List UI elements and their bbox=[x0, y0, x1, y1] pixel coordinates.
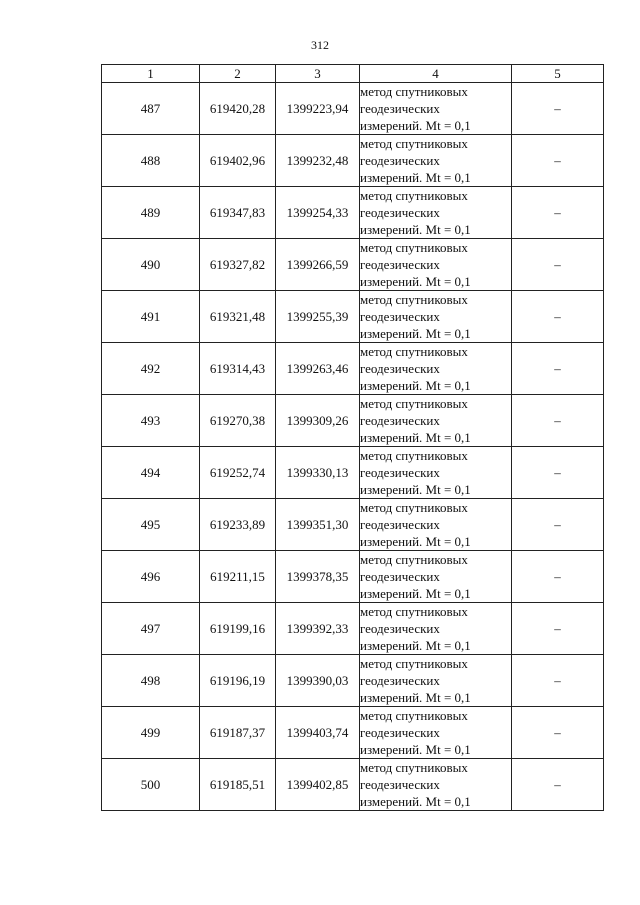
y-coordinate-cell: 1399402,85 bbox=[276, 759, 360, 811]
x-coordinate-cell: 619211,15 bbox=[200, 551, 276, 603]
table-row bbox=[102, 603, 604, 655]
method-line: измерений. Mt = 0,1 bbox=[360, 482, 471, 497]
note-cell: – bbox=[512, 83, 604, 135]
x-coordinate-cell: 619402,96 bbox=[200, 135, 276, 187]
method-line: измерений. Mt = 0,1 bbox=[360, 326, 471, 341]
y-coordinate-cell: 1399309,26 bbox=[276, 395, 360, 447]
table-row bbox=[102, 759, 604, 811]
header-col-5: 5 bbox=[512, 65, 604, 83]
table-row bbox=[102, 395, 604, 447]
method-cell bbox=[360, 499, 512, 551]
method-line: измерений. Mt = 0,1 bbox=[360, 742, 471, 757]
point-number-cell: 492 bbox=[102, 343, 200, 395]
method-line: метод спутниковых bbox=[360, 188, 468, 203]
method-line: измерений. Mt = 0,1 bbox=[360, 222, 471, 237]
method-cell bbox=[360, 603, 512, 655]
x-coordinate-cell: 619196,19 bbox=[200, 655, 276, 707]
table-header bbox=[102, 65, 604, 83]
x-coordinate-cell: 619314,43 bbox=[200, 343, 276, 395]
method-line: метод спутниковых bbox=[360, 500, 468, 515]
table-row bbox=[102, 83, 604, 135]
x-coordinate-cell: 619347,83 bbox=[200, 187, 276, 239]
table-row bbox=[102, 707, 604, 759]
method-cell bbox=[360, 447, 512, 499]
method-line: метод спутниковых bbox=[360, 240, 468, 255]
y-coordinate-cell: 1399232,48 bbox=[276, 135, 360, 187]
method-line: геодезических bbox=[360, 153, 440, 168]
method-line: геодезических bbox=[360, 569, 440, 584]
method-cell bbox=[360, 343, 512, 395]
table-body bbox=[102, 83, 604, 811]
page-number: 312 bbox=[311, 38, 329, 52]
method-line: геодезических bbox=[360, 205, 440, 220]
x-coordinate-cell: 619327,82 bbox=[200, 239, 276, 291]
note-cell: – bbox=[512, 187, 604, 239]
method-line: измерений. Mt = 0,1 bbox=[360, 118, 471, 133]
y-coordinate-cell: 1399392,33 bbox=[276, 603, 360, 655]
note-cell: – bbox=[512, 291, 604, 343]
method-line: геодезических bbox=[360, 361, 440, 376]
x-coordinate-cell: 619185,51 bbox=[200, 759, 276, 811]
y-coordinate-cell: 1399266,59 bbox=[276, 239, 360, 291]
point-number-cell: 496 bbox=[102, 551, 200, 603]
table-row bbox=[102, 655, 604, 707]
method-cell bbox=[360, 551, 512, 603]
method-line: геодезических bbox=[360, 621, 440, 636]
header-col-4: 4 bbox=[360, 65, 512, 83]
method-line: метод спутниковых bbox=[360, 292, 468, 307]
x-coordinate-cell: 619321,48 bbox=[200, 291, 276, 343]
method-line: метод спутниковых bbox=[360, 552, 468, 567]
y-coordinate-cell: 1399403,74 bbox=[276, 707, 360, 759]
y-coordinate-cell: 1399390,03 bbox=[276, 655, 360, 707]
point-number-cell: 491 bbox=[102, 291, 200, 343]
note-cell: – bbox=[512, 707, 604, 759]
method-line: метод спутниковых bbox=[360, 136, 468, 151]
method-line: измерений. Mt = 0,1 bbox=[360, 378, 471, 393]
method-cell bbox=[360, 707, 512, 759]
method-line: измерений. Mt = 0,1 bbox=[360, 430, 471, 445]
method-line: метод спутниковых bbox=[360, 344, 468, 359]
method-line: измерений. Mt = 0,1 bbox=[360, 690, 471, 705]
header-col-2: 2 bbox=[200, 65, 276, 83]
y-coordinate-cell: 1399330,13 bbox=[276, 447, 360, 499]
point-number-cell: 489 bbox=[102, 187, 200, 239]
method-line: метод спутниковых bbox=[360, 604, 468, 619]
point-number-cell: 495 bbox=[102, 499, 200, 551]
note-cell: – bbox=[512, 395, 604, 447]
method-line: измерений. Mt = 0,1 bbox=[360, 638, 471, 653]
note-cell: – bbox=[512, 551, 604, 603]
method-line: геодезических bbox=[360, 673, 440, 688]
method-line: измерений. Mt = 0,1 bbox=[360, 170, 471, 185]
x-coordinate-cell: 619270,38 bbox=[200, 395, 276, 447]
point-number-cell: 498 bbox=[102, 655, 200, 707]
header-col-1: 1 bbox=[102, 65, 200, 83]
point-number-cell: 497 bbox=[102, 603, 200, 655]
y-coordinate-cell: 1399378,35 bbox=[276, 551, 360, 603]
note-cell: – bbox=[512, 759, 604, 811]
table-row bbox=[102, 291, 604, 343]
header-col-3: 3 bbox=[276, 65, 360, 83]
table-row bbox=[102, 551, 604, 603]
point-number-cell: 494 bbox=[102, 447, 200, 499]
x-coordinate-cell: 619187,37 bbox=[200, 707, 276, 759]
point-number-cell: 490 bbox=[102, 239, 200, 291]
method-cell bbox=[360, 83, 512, 135]
point-number-cell: 493 bbox=[102, 395, 200, 447]
x-coordinate-cell: 619420,28 bbox=[200, 83, 276, 135]
method-line: метод спутниковых bbox=[360, 396, 468, 411]
note-cell: – bbox=[512, 447, 604, 499]
table-row bbox=[102, 239, 604, 291]
point-number-cell: 488 bbox=[102, 135, 200, 187]
method-cell bbox=[360, 395, 512, 447]
table-row bbox=[102, 187, 604, 239]
method-line: метод спутниковых bbox=[360, 84, 468, 99]
note-cell: – bbox=[512, 343, 604, 395]
table-row bbox=[102, 447, 604, 499]
method-line: метод спутниковых bbox=[360, 656, 468, 671]
x-coordinate-cell: 619252,74 bbox=[200, 447, 276, 499]
method-line: геодезических bbox=[360, 257, 440, 272]
method-cell bbox=[360, 291, 512, 343]
x-coordinate-cell: 619233,89 bbox=[200, 499, 276, 551]
y-coordinate-cell: 1399254,33 bbox=[276, 187, 360, 239]
note-cell: – bbox=[512, 239, 604, 291]
y-coordinate-cell: 1399255,39 bbox=[276, 291, 360, 343]
method-cell bbox=[360, 655, 512, 707]
point-number-cell: 487 bbox=[102, 83, 200, 135]
y-coordinate-cell: 1399223,94 bbox=[276, 83, 360, 135]
point-number-cell: 499 bbox=[102, 707, 200, 759]
method-cell bbox=[360, 239, 512, 291]
coordinates-table bbox=[101, 64, 604, 811]
method-cell bbox=[360, 759, 512, 811]
method-line: геодезических bbox=[360, 309, 440, 324]
method-line: измерений. Mt = 0,1 bbox=[360, 794, 471, 809]
y-coordinate-cell: 1399351,30 bbox=[276, 499, 360, 551]
table-row bbox=[102, 343, 604, 395]
method-line: измерений. Mt = 0,1 bbox=[360, 274, 471, 289]
method-line: измерений. Mt = 0,1 bbox=[360, 586, 471, 601]
table-row bbox=[102, 499, 604, 551]
method-line: геодезических bbox=[360, 725, 440, 740]
note-cell: – bbox=[512, 603, 604, 655]
method-line: метод спутниковых bbox=[360, 448, 468, 463]
method-line: геодезических bbox=[360, 413, 440, 428]
method-line: метод спутниковых bbox=[360, 760, 468, 775]
x-coordinate-cell: 619199,16 bbox=[200, 603, 276, 655]
method-line: геодезических bbox=[360, 465, 440, 480]
method-line: измерений. Mt = 0,1 bbox=[360, 534, 471, 549]
method-line: метод спутниковых bbox=[360, 708, 468, 723]
note-cell: – bbox=[512, 135, 604, 187]
method-cell bbox=[360, 135, 512, 187]
point-number-cell: 500 bbox=[102, 759, 200, 811]
method-cell bbox=[360, 187, 512, 239]
y-coordinate-cell: 1399263,46 bbox=[276, 343, 360, 395]
note-cell: – bbox=[512, 499, 604, 551]
method-line: геодезических bbox=[360, 777, 440, 792]
header-row bbox=[102, 65, 604, 83]
table-row bbox=[102, 135, 604, 187]
method-line: геодезических bbox=[360, 517, 440, 532]
method-line: геодезических bbox=[360, 101, 440, 116]
note-cell: – bbox=[512, 655, 604, 707]
